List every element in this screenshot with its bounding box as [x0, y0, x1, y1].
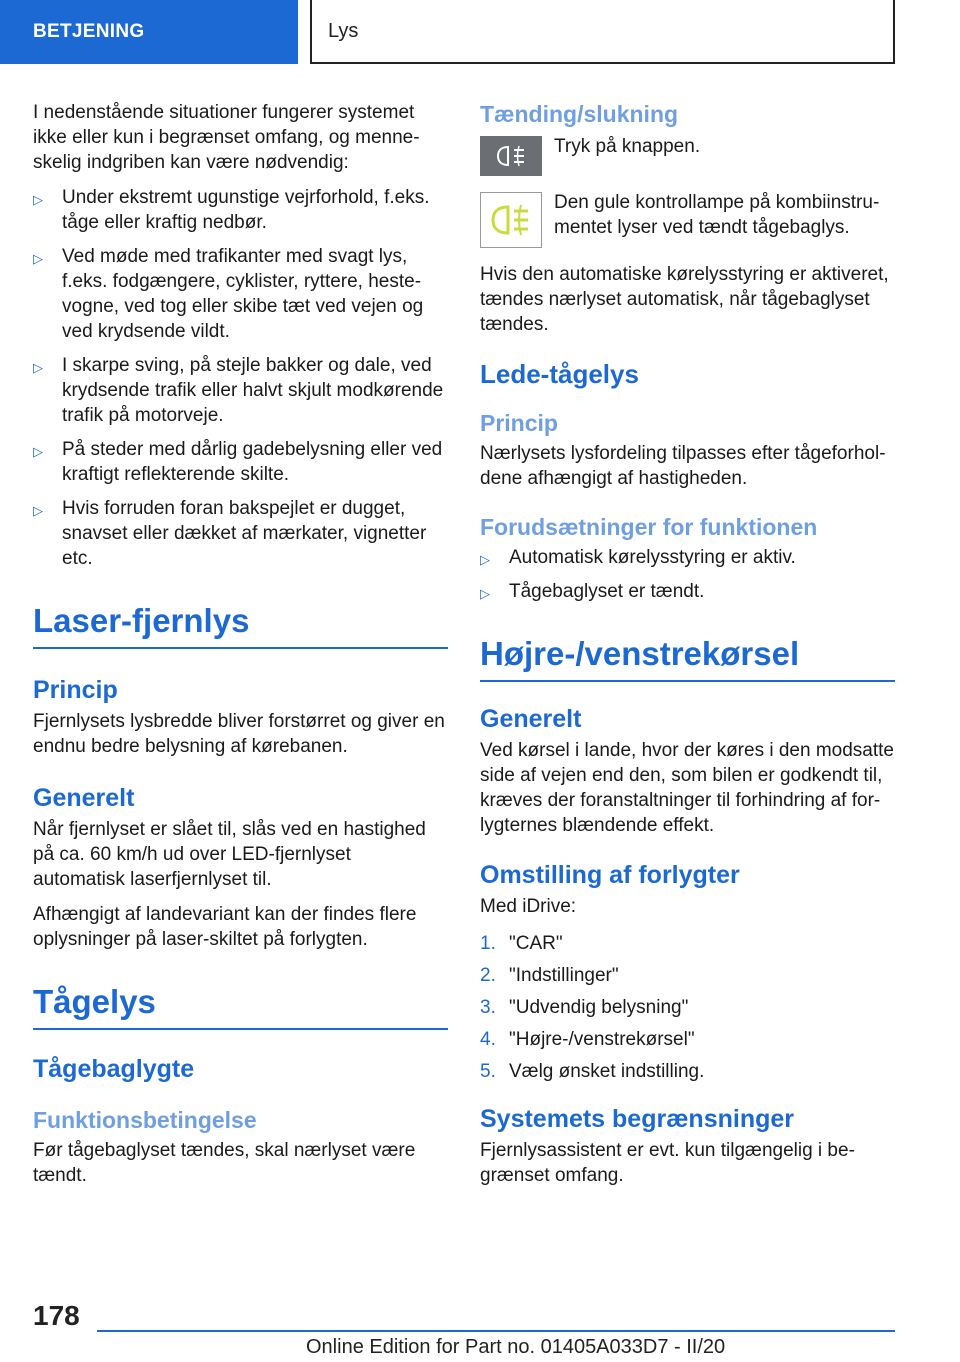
- list-item: 1. "CAR": [480, 933, 563, 954]
- intro-paragraph: I nedenstående situationer fungerer systemet ikke eller kun i begrænset omfang, og menneskelig indgriben kan være nødvendig:: [33, 102, 420, 173]
- heading-systemets-begraensninger: Systemets begrænsninger: [480, 1105, 794, 1133]
- generelt-text-2: Afhængigt af landevariant kan der findes flere oplysninger på laser-skiltet på forlygten.: [33, 904, 417, 950]
- auto-text: Hvis den automatiske kørelysstyring er aktiveret, tændes nærlyset automatisk, når tågebaglyset tændes.: [480, 264, 889, 335]
- footer-divider: [97, 1330, 895, 1332]
- steps-list: [480, 931, 895, 1084]
- list-item: ▷ I skarpe sving, på stejle bakker og dale, ved krydsende trafik eller halvt skjult modkørende trafik på motorveje.: [33, 355, 444, 426]
- rear-fog-light-icon: [480, 136, 542, 176]
- list-item: 5. Vælg ønsket indstilling.: [480, 1061, 705, 1082]
- left-column: [33, 100, 448, 1198]
- list-item: ▷ Ved møde med trafikanter med svagt lys, f.eks. fodgængere, cyklister, ryttere, hestevogne, ved tog eller skibe tæt ved vejen og ved krydsende vildt.: [33, 246, 424, 342]
- edition-text: Online Edition for Part no. 01405A033D7 - II/20: [306, 1336, 726, 1358]
- princip-text: Fjernlysets lysbredde bliver forstørret og giver en endnu bedre belysning af kørebanen.: [33, 711, 445, 757]
- heading-hojre-venstrekorsel: Højre-/venstrekørsel: [480, 634, 895, 682]
- list-item: 3. "Udvendig belysning": [480, 997, 689, 1018]
- fog-lamp-row: [480, 190, 895, 248]
- right-column: [480, 100, 895, 1198]
- princip-right-text: Nærlysets lysfordeling tilpasses efter tågeforholdene afhængigt af hastigheden.: [480, 443, 886, 489]
- section-tab: [0, 0, 298, 64]
- list-item: 2. "Indstillinger": [480, 965, 619, 986]
- triangle-right-icon: ▷: [33, 251, 43, 266]
- heading-generelt-right: Generelt: [480, 705, 582, 733]
- section-label: BETJENING: [33, 21, 145, 42]
- heading-lede-taagelys: Lede-tågelys: [480, 359, 639, 389]
- heading-taending: Tænding/slukning: [480, 101, 679, 127]
- heading-princip-right: Princip: [480, 410, 558, 436]
- funktion-text: Før tågebaglyset tændes, skal nærlyset være tændt.: [33, 1140, 416, 1186]
- generelt-text-1: Når fjernlyset er slået til, slås ved en hastighed på ca. 60 km/h ud over LED-fjernlyset automatisk laserfjernlyset til.: [33, 819, 426, 890]
- limitation-list: [33, 185, 448, 571]
- list-item: ▷ Tågebaglyset er tændt.: [480, 579, 895, 604]
- triangle-right-icon: ▷: [33, 192, 43, 207]
- triangle-right-icon: ▷: [33, 503, 43, 518]
- button-instruction: Tryk på knappen.: [554, 136, 701, 157]
- heading-princip: Princip: [33, 676, 118, 704]
- lamp-description: Den gule kontrollampe på kombiinstrumentet lyser ved tændt tågebaglys.: [554, 192, 880, 238]
- chapter-header: [310, 0, 895, 64]
- triangle-right-icon: ▷: [33, 444, 43, 459]
- list-item: ▷ På steder med dårlig gadebelysning eller ved kraftigt reflekterende skilte.: [33, 439, 443, 485]
- idrive-text: Med iDrive:: [480, 896, 577, 917]
- rear-fog-indicator-icon: [480, 192, 542, 248]
- fog-button-row: [480, 134, 895, 176]
- chapter-label: Lys: [328, 19, 359, 42]
- heading-omstilling: Omstilling af forlygter: [480, 861, 740, 889]
- triangle-right-icon: ▷: [33, 360, 43, 375]
- heading-taagebaglygte: Tågebaglygte: [33, 1055, 195, 1083]
- triangle-right-icon: ▷: [480, 552, 490, 567]
- prerequisite-list: [480, 545, 895, 604]
- heading-taagelys: Tågelys: [33, 982, 448, 1030]
- list-item: ▷ Under ekstremt ugunstige vejrforhold, f.eks. tåge eller kraftig nedbør.: [33, 187, 430, 233]
- list-item: ▷ Hvis forruden foran bakspejlet er dugget, snavset eller dækket af mærkater, vignetter etc.: [33, 498, 427, 569]
- graenser-text: Fjernlysassistent er evt. kun tilgængelig i begrænset omfang.: [480, 1140, 855, 1186]
- triangle-right-icon: ▷: [480, 586, 490, 601]
- heading-generelt: Generelt: [33, 784, 135, 812]
- heading-funktionsbetingelse: Funktionsbetingelse: [33, 1107, 257, 1133]
- list-item: ▷ Automatisk kørelysstyring er aktiv.: [480, 545, 895, 570]
- generelt-right-text: Ved kørsel i lande, hvor der køres i den modsatte side af vejen end den, som bilen er godkendt til, kræves der foranstaltninger til forhindring af forlygternes blændende effekt.: [480, 740, 894, 836]
- heading-laser-fjernlys: Laser-fjernlys: [33, 601, 448, 649]
- page-number: 178: [33, 1300, 80, 1331]
- heading-forudsaetninger: Forudsætninger for funktionen: [480, 514, 818, 540]
- list-item: 4. "Højre-/venstrekørsel": [480, 1029, 695, 1050]
